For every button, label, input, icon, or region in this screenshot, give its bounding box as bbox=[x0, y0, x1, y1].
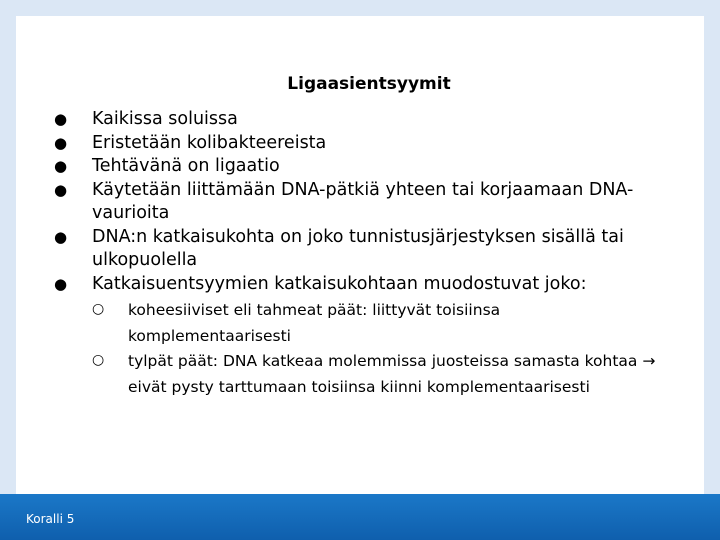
bullet-item bbox=[50, 273, 690, 401]
sub-bullet-icon: ○ bbox=[92, 352, 105, 368]
footer-bar bbox=[0, 494, 720, 540]
bullet-text: Eristetään kolibakteereista bbox=[92, 132, 327, 153]
bullet-list bbox=[50, 108, 690, 400]
sub-bullet-icon: ○ bbox=[92, 301, 105, 317]
bullet-item bbox=[50, 108, 690, 132]
footer-label: Koralli 5 bbox=[26, 512, 75, 526]
bullet-item bbox=[50, 179, 690, 226]
bullet-text: DNA:n katkaisukohta on joko tunnistusjärjestyksen sisällä tai ulkopuolella bbox=[92, 226, 624, 270]
bullet-icon: ● bbox=[54, 157, 68, 175]
slide-content bbox=[16, 16, 704, 494]
bullet-item bbox=[50, 155, 690, 179]
bullet-text: Käytetään liittämään DNA-pätkiä yhteen tai korjaamaan DNA-vaurioita bbox=[92, 179, 634, 223]
bullet-icon: ● bbox=[54, 180, 68, 199]
bullet-text: Tehtävänä on ligaatio bbox=[92, 156, 280, 176]
bullet-icon: ● bbox=[54, 110, 68, 128]
bullet-icon: ● bbox=[54, 227, 68, 246]
sub-bullet-list bbox=[92, 298, 690, 400]
bullet-item bbox=[50, 132, 690, 156]
bullet-icon: ● bbox=[54, 133, 68, 152]
sub-bullet-item bbox=[92, 349, 668, 400]
bullet-text: Katkaisuentsyymien katkaisukohtaan muodostuvat joko: bbox=[92, 273, 587, 294]
sub-bullet-text: koheesiiviset eli tahmeat päät: liittyvät toisiinsa komplementaarisesti bbox=[128, 301, 501, 345]
sub-bullet-text: tylpät päät: DNA katkeaa molemmissa juosteissa samasta kohtaa → eivät pysty tarttumaan toisiinsa kiinni komplementaarisesti bbox=[128, 352, 656, 396]
slide-title: Ligaasientsyymit bbox=[287, 74, 451, 94]
bullet-text: Kaikissa soluissa bbox=[92, 109, 238, 129]
bullet-item bbox=[50, 226, 690, 273]
bullet-icon: ● bbox=[54, 274, 68, 293]
sub-bullet-item bbox=[92, 298, 668, 349]
